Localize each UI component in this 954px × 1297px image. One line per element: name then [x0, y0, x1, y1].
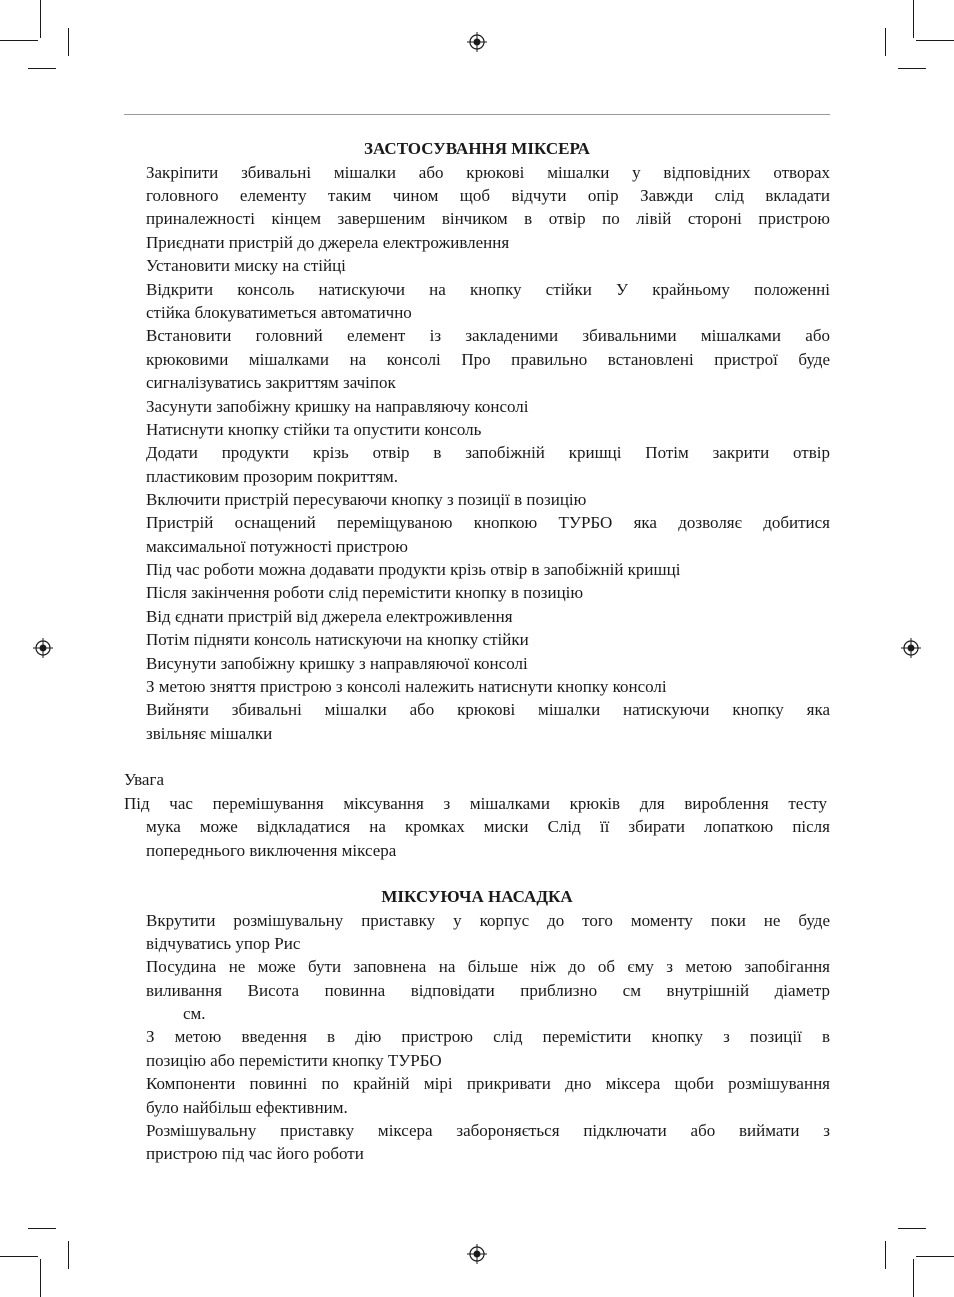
mixer-line: З метою введення в дію пристрою слід перемістити кнопку з позиції в [146, 1027, 830, 1046]
crop-mark [916, 40, 954, 41]
usage-line: пластиковим прозорим покриттям. [146, 467, 398, 486]
crop-mark [28, 68, 56, 69]
mixer-section-title: МІКСУЮЧА НАСАДКА [381, 887, 573, 906]
mixer-line: Компоненти повинні по крайній мірі прикривати дно міксера щоби розмішування [146, 1074, 830, 1093]
registration-mark-icon [467, 1244, 487, 1264]
usage-line: Установити миску на стійці [146, 256, 346, 275]
crop-mark [0, 1256, 38, 1257]
usage-line: Вийняти збивальні мішалки або крюкові мішалки натискуючи кнопку яка [146, 700, 830, 719]
usage-line: Висунути запобіжну кришку з направляючої консолі [146, 654, 528, 673]
mixer-line: позицію або перемістити кнопку ТУРБО [146, 1051, 442, 1070]
header-rule [124, 114, 830, 115]
usage-line: сигналізуватись закриттям зачіпок [146, 373, 396, 392]
usage-line: Відкрити консоль натискуючи на кнопку стійки У крайньому положенні [146, 280, 830, 299]
usage-line: Додати продукти крізь отвір в запобіжній кришці Потім закрити отвір [146, 443, 830, 462]
mixer-line: виливання Висота повинна відповідати приблизно см внутрішній діаметр [146, 981, 830, 1000]
usage-line: Включити пристрій пересуваючи кнопку з позиції в позицію [146, 490, 587, 509]
crop-mark [913, 1259, 914, 1297]
crop-mark [916, 1256, 954, 1257]
usage-line: звільняє мішалки [146, 724, 273, 743]
mixer-line: Розмішувальну приставку міксера забороняється підключати або виймати з [146, 1121, 830, 1140]
usage-line: максимальної потужності пристрою [146, 537, 408, 556]
crop-mark [28, 1228, 56, 1229]
usage-line: Від єднати пристрій від джерела електроживлення [146, 607, 513, 626]
usage-line: стійка блокуватиметься автоматично [146, 303, 412, 322]
warning-line: Під час перемішування міксування з мішалками крюків для вироблення тесту [124, 794, 827, 813]
mixer-line: відчуватись упор Рис [146, 934, 301, 953]
crop-mark [68, 28, 69, 56]
mixer-line: Посудина не може бути заповнена на більше ніж до об єму з метою запобігання [146, 957, 830, 976]
crop-mark [885, 1241, 886, 1269]
usage-line: Встановити головний елемент із закладеними збивальними мішалками або [146, 326, 830, 345]
crop-mark [885, 28, 886, 56]
mixer-line: Вкрутити розмішувальну приставку у корпус до того моменту поки не буде [146, 911, 830, 930]
usage-line: Потім підняти консоль натискуючи на кнопку стійки [146, 630, 529, 649]
usage-line: Натиснути кнопку стійки та опустити консоль [146, 420, 482, 439]
usage-line: Закріпити збивальні мішалки або крюкові мішалки у відповідних отворах [146, 163, 830, 182]
usage-line: Засунути запобіжну кришку на направляючу консолі [146, 397, 529, 416]
mixer-line: пристрою під час його роботи [146, 1144, 364, 1163]
crop-mark [0, 40, 38, 41]
usage-line: Під час роботи можна додавати продукти крізь отвір в запобіжній кришці [146, 560, 681, 579]
crop-mark [40, 1259, 41, 1297]
crop-mark [68, 1241, 69, 1269]
mixer-line: см. [183, 1004, 206, 1023]
warning-label: Увага [124, 770, 164, 789]
crop-mark [898, 68, 926, 69]
usage-section-title: ЗАСТОСУВАННЯ МІКСЕРА [364, 139, 590, 158]
crop-mark [898, 1228, 926, 1229]
usage-line: головного елементу таким чином щоб відчути опір Завжди слід вкладати [146, 186, 830, 205]
usage-line: Після закінчення роботи слід перемістити кнопку в позицію [146, 583, 584, 602]
usage-line: Пристрій оснащений переміщуваною кнопкою ТУРБО яка дозволяє добитися [146, 513, 830, 532]
registration-mark-icon [33, 638, 53, 658]
usage-line: Приєднати пристрій до джерела електроживлення [146, 233, 510, 252]
crop-mark [913, 0, 914, 38]
warning-line: попереднього виключення міксера [146, 841, 397, 860]
crop-mark [40, 0, 41, 38]
warning-line: мука може відкладатися на кромках миски Слід її збирати лопаткою після [146, 817, 830, 836]
registration-mark-icon [901, 638, 921, 658]
mixer-line: було найбільш ефективним. [146, 1098, 348, 1117]
usage-line: З метою зняття пристрою з консолі належить натиснути кнопку консолі [146, 677, 667, 696]
usage-line: крюковими мішалками на консолі Про правильно встановлені пристрої буде [146, 350, 830, 369]
registration-mark-icon [467, 32, 487, 52]
usage-line: приналежності кінцем завершеним вінчиком в отвір по лівій стороні пристрою [146, 209, 830, 228]
